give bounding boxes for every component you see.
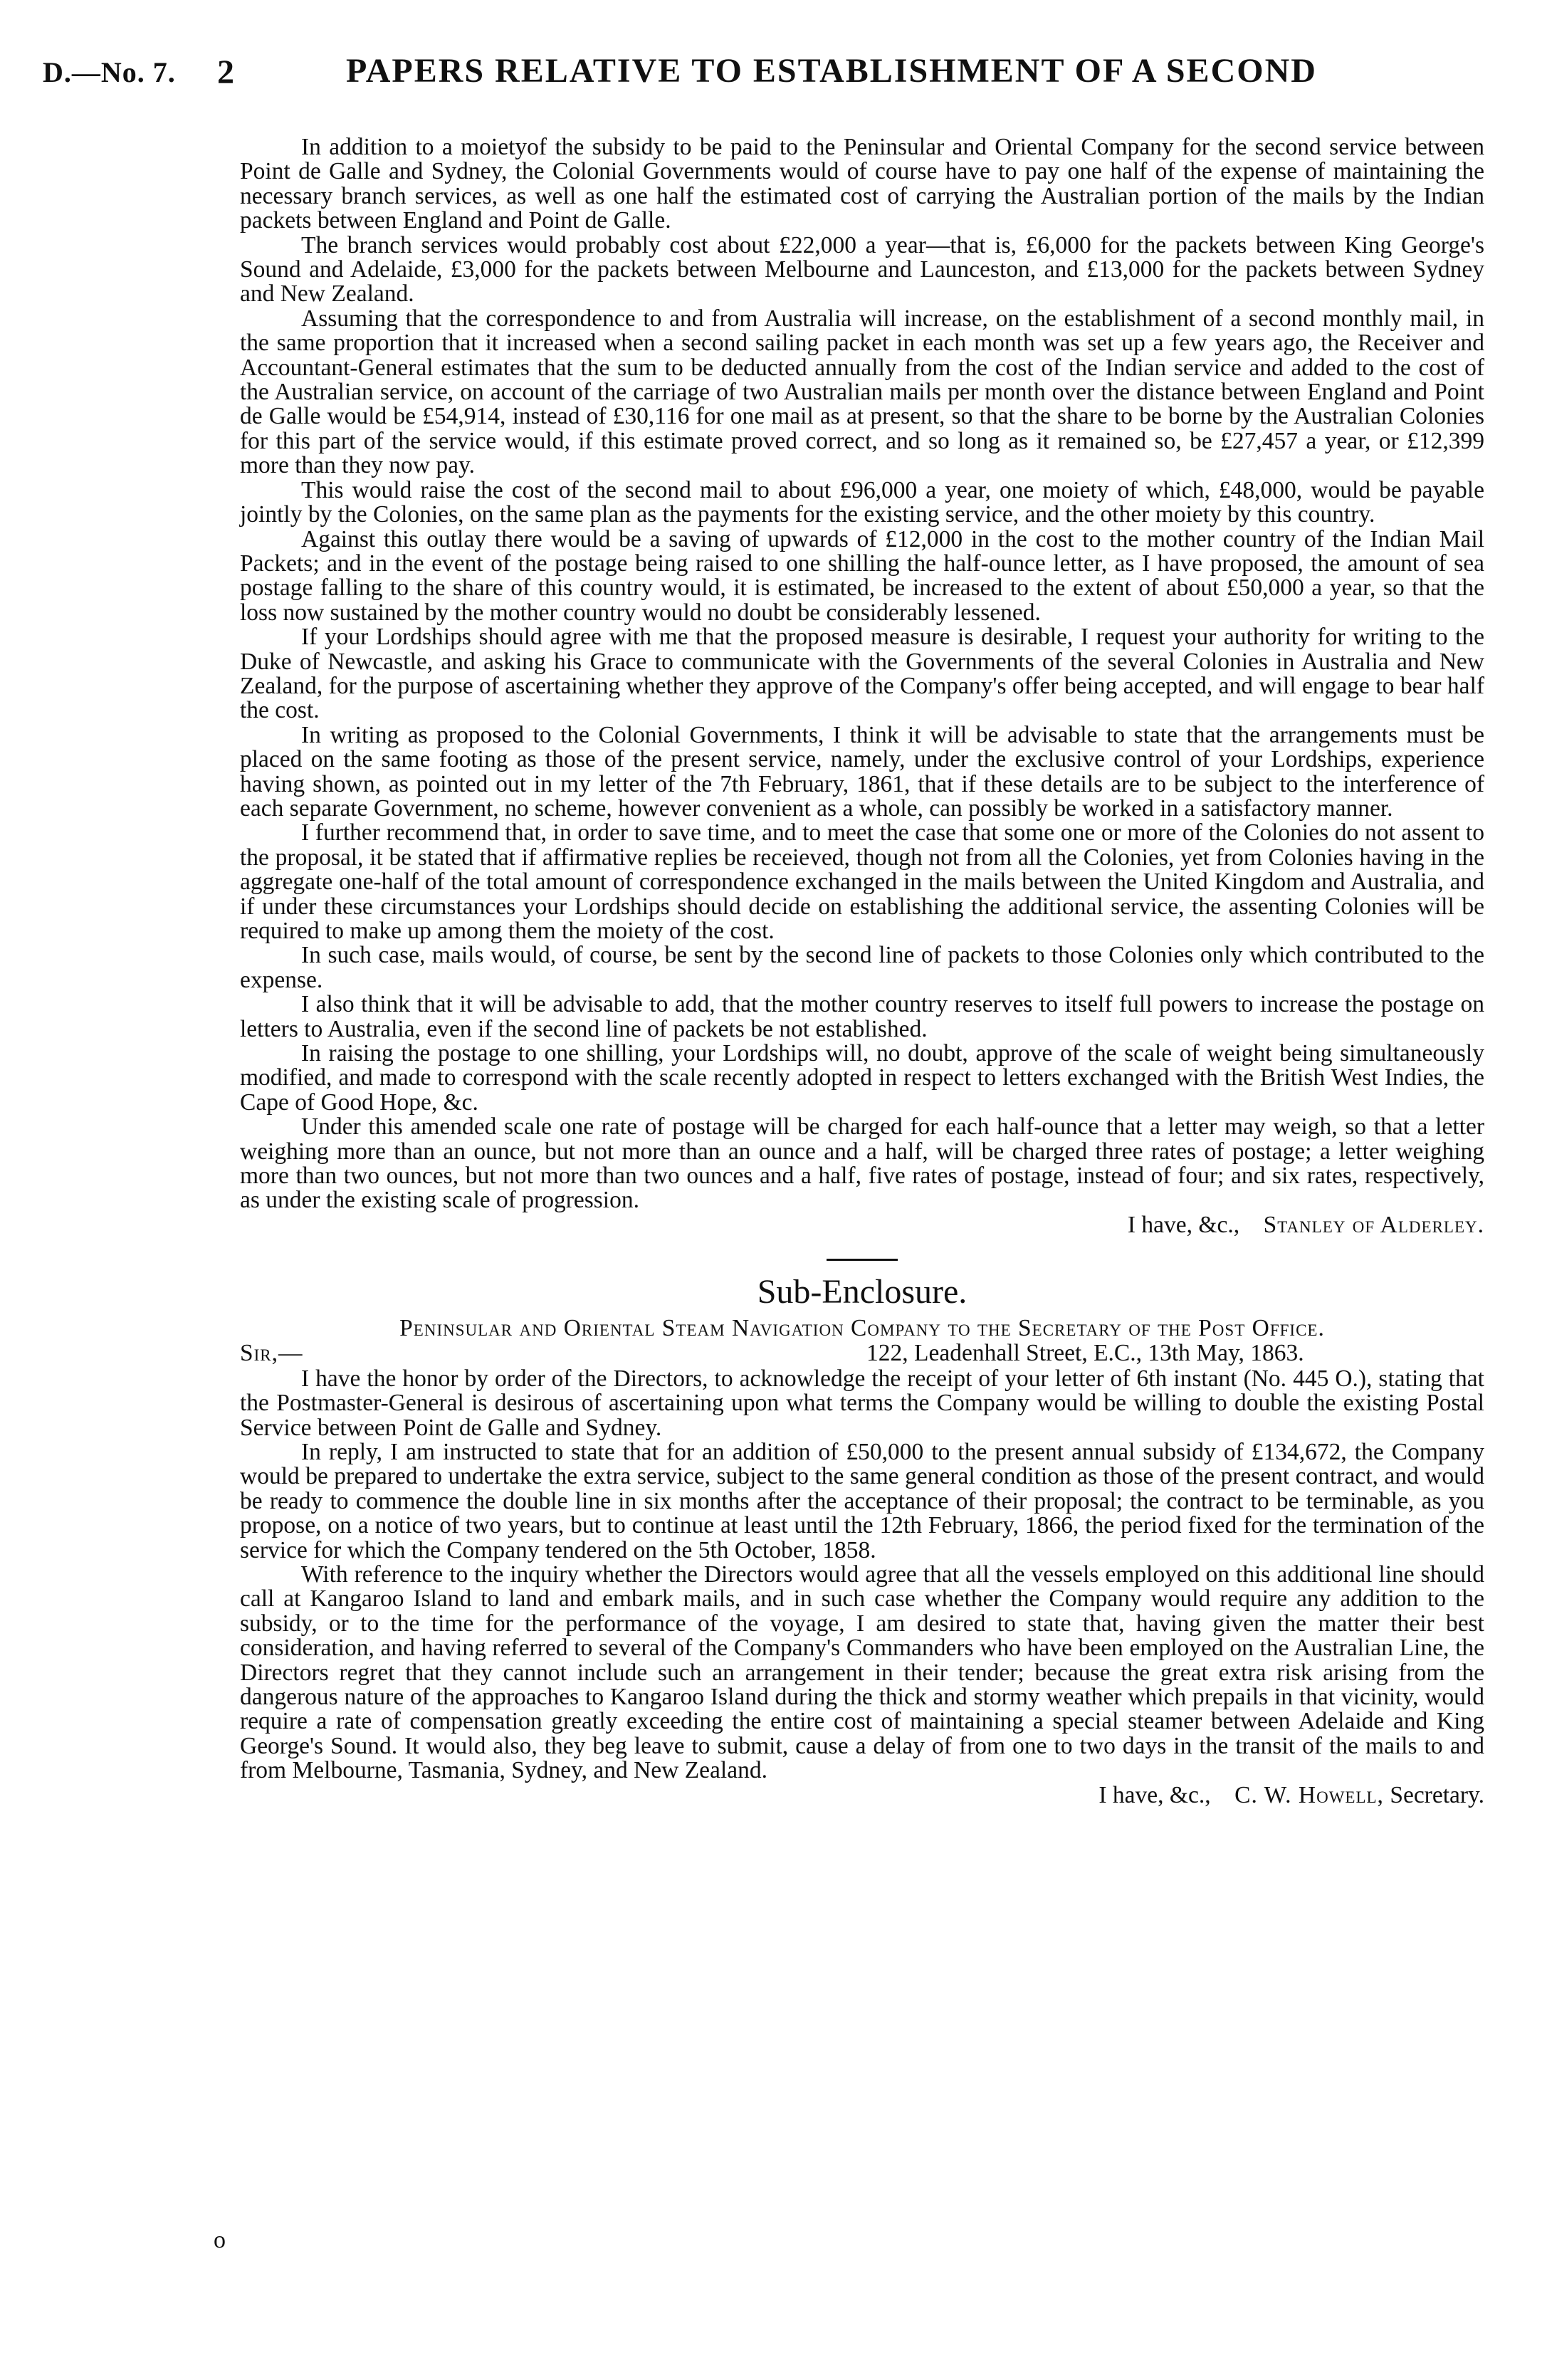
- letter-signatory: Stanley of Alderley.: [1263, 1211, 1484, 1238]
- section-divider: [827, 1259, 898, 1261]
- letter-paragraph: Under this amended scale one rate of postage will be charged for each half-ounce that a letter may weigh, so that a letter weighing more than an ounce, but not more than an ounce and a half, will be charged three rates of postage; a letter weighing more than two ounces, but not more than two ounces and a half, five rates of postage, instead of four; and six rates, respectively, as under the existing scale of progression.: [240, 1113, 1484, 1214]
- page-header: [0, 47, 1547, 97]
- sub-enclosure-signature-line: [240, 1783, 1484, 1808]
- sub-enclosure-signatory-title: Secretary.: [1390, 1781, 1484, 1808]
- letter-paragraph: In raising the postage to one shilling, your Lordships will, no doubt, approve of the scale of weight being simultaneously modified, and made to correspond with the scale recently adopted in respect to letters exchanged with the British West Indies, the Cape of Good Hope, &c.: [240, 1040, 1484, 1116]
- sub-enclosure-paragraph: With reference to the inquiry whether the Directors would agree that all the vessels employed on this additional line should call at Kangaroo Island to land and embark mails, and in such case whether the Company would require any addition to the subsidy, or to the time for the performance of the voyage, I am desired to state that, having given the matter their best consideration, and having referred to several of the Company's Commanders who have been employed on the Australian Line, the Directors regret that they cannot include such an arrangement in their tender; because the great extra risk arising from the dangerous nature of the approaches to Kangaroo Island during the thick and stormy weather which prepails in that vicinity, would require a rate of compensation greatly exceeding the entire cost of maintaining a special steamer between Adelaide and King George's Sound. It would also, they beg leave to submit, cause a delay of from one to two days in the transit of the mails to and from Melbourne, Tasmania, Sydney, and New Zealand.: [240, 1561, 1484, 1784]
- letter-paragraph: In addition to a moietyof the subsidy to be paid to the Peninsular and Oriental Company for the second service between Point de Galle and Sydney, the Colonial Governments would of course have to pay one half of the expense of maintaining the necessary branch services, as well as one half the estimated cost of carrying the Australian portion of the mails by the Indian packets between England and Point de Galle.: [240, 134, 1484, 234]
- letter-closing: I have, &c.,: [1127, 1211, 1240, 1238]
- document-reference: D.—No. 7.: [43, 56, 176, 88]
- running-title: PAPERS RELATIVE TO ESTABLISHMENT OF A SECOND: [346, 52, 1317, 90]
- letter-paragraph: In writing as proposed to the Colonial Governments, I think it will be advisable to state that the arrangements must be placed on the same footing as those of the present service, namely, under the exclusive control of your Lordships, experience having shown, as pointed out in my letter of the 7th February, 1861, that if these details are to be subject to the interference of each separate Government, no scheme, however convenient as a whole, can possibly be worked in a satisfactory manner.: [240, 721, 1484, 822]
- letter-paragraph: This would raise the cost of the second mail to about £96,000 a year, one moiety of which, £48,000, would be payable jointly by the Colonies, on the same plan as the payments for the existing service, and the other moiety by this country.: [240, 476, 1484, 528]
- sub-enclosure-signatory: C. W. Howell,: [1234, 1781, 1384, 1808]
- document-body: [240, 135, 1484, 1808]
- sub-enclosure-closing: I have, &c.,: [1098, 1781, 1211, 1808]
- sub-enclosure-addressee: Peninsular and Oriental Steam Navigation Company to the Secretary of the Post Office.: [399, 1315, 1325, 1342]
- letter-paragraph: Assuming that the correspondence to and from Australia will increase, on the establishment of a second monthly mail, in the same proportion that it increased when a second sailing packet in each month was set up a few years ago, the Receiver and Accountant-General estimates that the sum to be deducted annually from the cost of the Indian service and added to the cost of the Australian service, on account of the carriage of two Australian mails per month over the distance between England and Point de Galle would be £54,914, instead of £30,116 for one mail as at present, so that the share to be borne by the Australian Colonies for this part of the service would, if this estimate proved correct, and so long as it remained so, be £27,457 a year, or £12,399 more than they now pay.: [240, 305, 1484, 479]
- letter-paragraph: The branch services would probably cost about £22,000 a year—that is, £6,000 for the packets between King George's Sound and Adelaide, £3,000 for the packets between Melbourne and Launceston, and £13,000 for the packets between Sydney and New Zealand.: [240, 231, 1484, 308]
- letter-paragraph: I also think that it will be advisable to add, that the mother country reserves to itself full powers to increase the postage on letters to Australia, even if the second line of packets be not established.: [240, 991, 1484, 1042]
- sub-enclosure-section: [240, 1272, 1484, 1808]
- letter-paragraph: In such case, mails would, of course, be sent by the second line of packets to those Colonies only which contributed to the expense.: [240, 942, 1484, 993]
- salutation: Sir,—: [240, 1339, 303, 1366]
- sub-enclosure-title: Sub-Enclosure.: [757, 1273, 967, 1311]
- letter-paragraph: I further recommend that, in order to save time, and to meet the case that some one or more of the Colonies do not assent to the proposal, it be stated that if affirmative replies be receieved, though not from all the Colonies, yet from Colonies having in the aggregate one-half of the total amount of correspondence exchanged in the mails between the United Kingdom and Australia, and if under these circumstances your Lordships should decide on establishing the additional service, the assenting Colonies will be required to make up among them the moiety of the cost.: [240, 819, 1484, 944]
- page-number: 2: [217, 53, 234, 91]
- salutation-address-line: [240, 1341, 1484, 1367]
- letter-section: [240, 135, 1484, 1237]
- margin-mark: o: [214, 2227, 226, 2253]
- sub-enclosure-paragraph: In reply, I am instructed to state that for an addition of £50,000 to the present annual subsidy of £134,672, the Company would be prepared to undertake the extra service, subject to the same general condition as those of the present contract, and would be ready to commence the double line in six months after the acceptance of their proposal; the contract to be terminable, as you propose, on a notice of two years, but to continue at least until the 12th February, 1866, the period fixed for the termination of the service for which the Company tendered on the 5th October, 1858.: [240, 1438, 1484, 1563]
- letter-paragraph: Against this outlay there would be a saving of upwards of £12,000 in the cost to the mother country of the Indian Mail Packets; and in the event of the postage being raised to one shilling the half-ounce letter, as I have proposed, the amount of sea postage falling to the share of this country would, it is estimated, be increased to the extent of about £50,000 a year, so that the loss now sustained by the mother country would no doubt be considerably lessened.: [240, 525, 1484, 626]
- letter-signature-line: [240, 1213, 1484, 1237]
- letter-paragraph: If your Lordships should agree with me that the proposed measure is desirable, I request your authority for writing to the Duke of Newcastle, and asking his Grace to communicate with the Governments of the several Colonies in Australia and New Zealand, for the purpose of ascertaining whether they approve of the Company's offer being accepted, and will engage to bear half the cost.: [240, 624, 1484, 724]
- sub-enclosure-paragraph: I have the honor by order of the Directors, to acknowledge the receipt of your letter of 6th instant (No. 445 O.), stating that the Postmaster-General is desirous of ascertaining upon what terms the Company would be willing to double the existing Postal Service between Point de Galle and Sydney.: [240, 1365, 1484, 1441]
- address-date: 122, Leadenhall Street, E.C., 13th May, 1863.: [866, 1339, 1304, 1366]
